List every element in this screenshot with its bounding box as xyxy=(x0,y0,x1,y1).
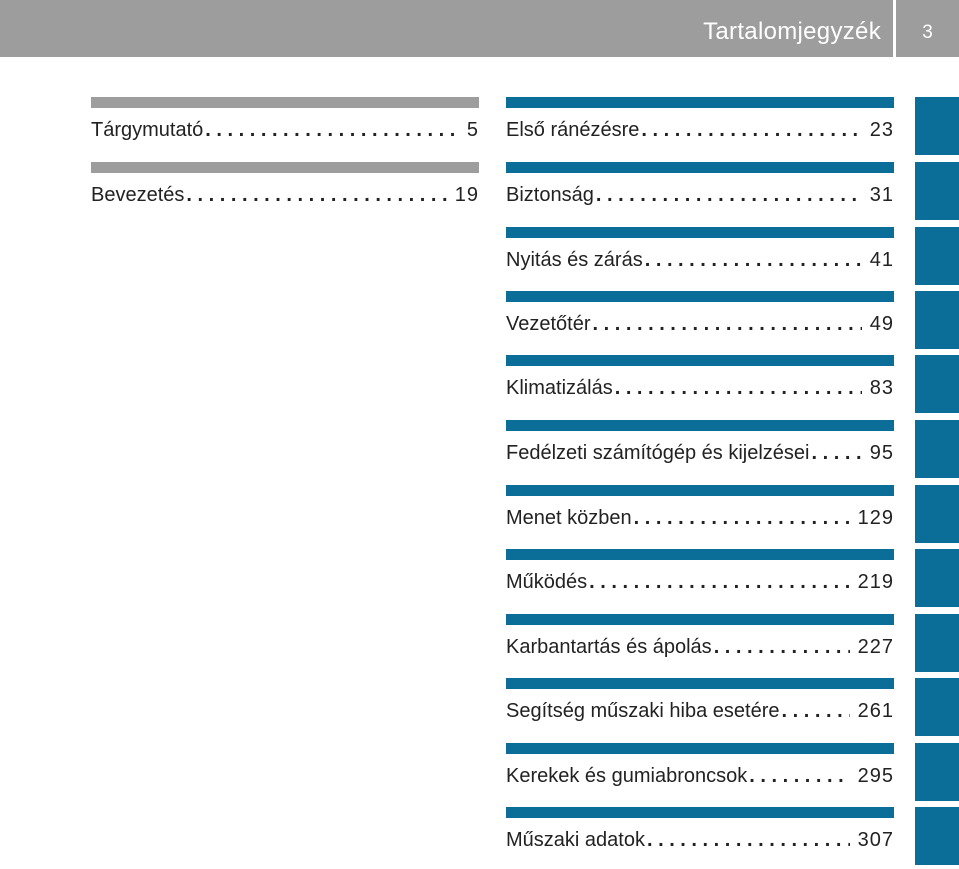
toc-entry-page: 83 xyxy=(869,377,894,399)
toc-entry-line xyxy=(506,829,894,852)
toc-entry-page: 129 xyxy=(857,507,894,529)
toc-entry-title: Nyitás és zárás xyxy=(506,249,643,271)
chapter-tab-12[interactable] xyxy=(915,807,959,865)
page-header xyxy=(0,0,959,57)
toc-entry-page: 23 xyxy=(869,119,894,141)
toc-entry-page: 49 xyxy=(869,313,894,335)
section-bar xyxy=(506,485,894,496)
toc-entry-line xyxy=(506,507,894,530)
toc-entry-line xyxy=(506,184,894,207)
toc-entry-line xyxy=(506,119,894,142)
toc-entry-line xyxy=(91,119,479,142)
section-bar xyxy=(91,97,479,108)
toc-entry-line xyxy=(506,442,894,465)
section-bar xyxy=(506,227,894,238)
dot-leader xyxy=(205,119,459,142)
dot-leader xyxy=(634,507,850,530)
toc-entry-page: 95 xyxy=(869,442,894,464)
chapter-tab-9[interactable] xyxy=(915,614,959,672)
toc-entry-segitseg[interactable] xyxy=(506,678,894,728)
toc-entry-targymutato[interactable] xyxy=(91,97,479,147)
toc-entry-menet-kozben[interactable] xyxy=(506,485,894,535)
toc-entry-title: Segítség műszaki hiba esetére xyxy=(506,700,780,722)
dot-leader xyxy=(647,829,850,852)
toc-entry-line xyxy=(506,700,894,723)
toc-entry-page: 219 xyxy=(857,571,894,593)
page-number: 3 xyxy=(922,22,933,43)
toc-entry-klimatizalas[interactable] xyxy=(506,355,894,405)
toc-entry-title: Biztonság xyxy=(506,184,594,206)
section-bar xyxy=(506,614,894,625)
dot-leader xyxy=(186,184,446,207)
chapter-tab-4[interactable] xyxy=(915,291,959,349)
section-bar xyxy=(506,743,894,754)
dot-leader xyxy=(782,700,850,723)
section-bar xyxy=(91,162,479,173)
toc-entry-title: Műszaki adatok xyxy=(506,829,645,851)
toc-entry-title: Kerekek és gumiabroncsok xyxy=(506,765,748,787)
toc-entry-line xyxy=(506,377,894,400)
dot-leader xyxy=(641,119,861,142)
toc-entry-line xyxy=(506,571,894,594)
chapter-tab-11[interactable] xyxy=(915,743,959,801)
toc-entry-title: Bevezetés xyxy=(91,184,185,206)
section-bar xyxy=(506,549,894,560)
toc-entry-title: Menet közben xyxy=(506,507,632,529)
chapter-tab-2[interactable] xyxy=(915,162,959,220)
toc-entry-biztonsag[interactable] xyxy=(506,162,894,212)
toc-entry-page: 295 xyxy=(857,765,894,787)
toc-entry-mukodes[interactable] xyxy=(506,549,894,599)
chapter-tab-8[interactable] xyxy=(915,549,959,607)
toc-entry-fedelzeti-szamitogep[interactable] xyxy=(506,420,894,470)
toc-entry-title: Első ránézésre xyxy=(506,119,640,141)
toc-entry-line xyxy=(506,249,894,272)
toc-entry-muszaki-adatok[interactable] xyxy=(506,807,894,857)
dot-leader xyxy=(749,765,849,788)
section-bar xyxy=(506,97,894,108)
toc-entry-title: Karbantartás és ápolás xyxy=(506,636,712,658)
toc-entry-line xyxy=(506,765,894,788)
chapter-tab-10[interactable] xyxy=(915,678,959,736)
toc-entry-title: Tárgymutató xyxy=(91,119,204,141)
section-bar xyxy=(506,420,894,431)
toc-entry-page: 31 xyxy=(869,184,894,206)
toc-entry-karbantartas[interactable] xyxy=(506,614,894,664)
dot-leader xyxy=(645,249,862,272)
chapter-tab-1[interactable] xyxy=(915,97,959,155)
section-bar xyxy=(506,291,894,302)
toc-entry-title: Működés xyxy=(506,571,588,593)
chapter-tab-7[interactable] xyxy=(915,485,959,543)
section-bar xyxy=(506,678,894,689)
toc-entry-line xyxy=(506,313,894,336)
toc-entry-title: Vezetőtér xyxy=(506,313,591,335)
toc-entry-page: 5 xyxy=(466,119,479,141)
dot-leader xyxy=(589,571,849,594)
toc-entry-elso-ranezesre[interactable] xyxy=(506,97,894,147)
toc-entry-vezetoter[interactable] xyxy=(506,291,894,341)
chapter-tab-3[interactable] xyxy=(915,227,959,285)
toc-entry-page: 19 xyxy=(454,184,479,206)
toc-entry-page: 261 xyxy=(857,700,894,722)
toc-entry-title: Klimatizálás xyxy=(506,377,613,399)
toc-entry-nyitas-es-zaras[interactable] xyxy=(506,227,894,277)
toc-entry-page: 227 xyxy=(857,636,894,658)
dot-leader xyxy=(593,313,862,336)
toc-entry-bevezetes[interactable] xyxy=(91,162,479,212)
dot-leader xyxy=(615,377,862,400)
toc-entry-page: 307 xyxy=(857,829,894,851)
chapter-tab-6[interactable] xyxy=(915,420,959,478)
toc-entry-kerekek[interactable] xyxy=(506,743,894,793)
toc-entry-page: 41 xyxy=(869,249,894,271)
chapter-tab-5[interactable] xyxy=(915,355,959,413)
dot-leader xyxy=(714,636,850,659)
section-bar xyxy=(506,162,894,173)
dot-leader xyxy=(596,184,862,207)
section-bar xyxy=(506,355,894,366)
toc-entry-line xyxy=(91,184,479,207)
page-title: Tartalomjegyzék xyxy=(703,18,881,45)
toc-entry-title: Fedélzeti számítógép és kijelzései xyxy=(506,442,810,464)
toc-entry-line xyxy=(506,636,894,659)
section-bar xyxy=(506,807,894,818)
dot-leader xyxy=(811,442,861,465)
